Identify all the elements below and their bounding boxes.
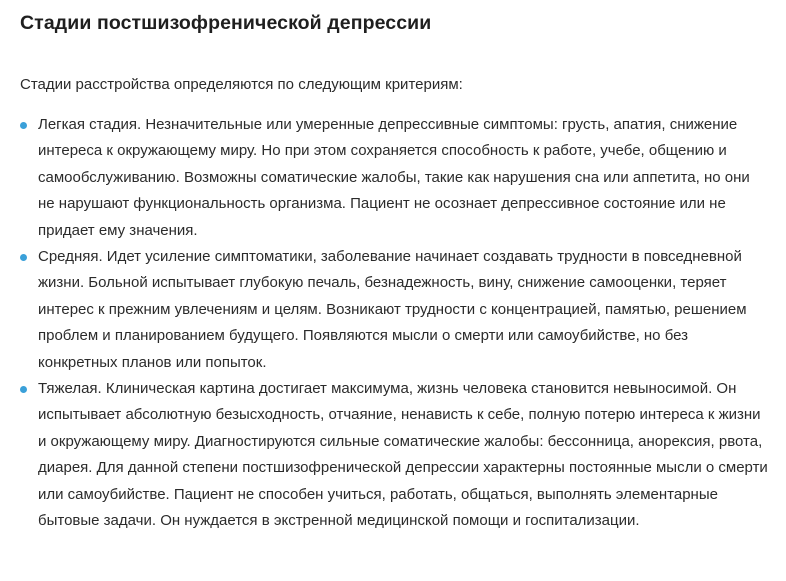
- list-item-moderate-stage: [20, 244, 768, 376]
- bullet-icon: [20, 254, 27, 261]
- bullet-icon: [20, 122, 27, 129]
- list-item-text: Тяжелая. Клиническая картина достигает максимума, жизнь человека становится невыносимой. Он испытывает абсолютную безысходность, отчаяние, ненависть к себе, полную потерю интереса к жизни и окружающему миру. Диагностируются сильные соматические жалобы: бессонница, анорексия, рвота, диарея. Для данной степени постшизофренической депрессии характерны постоянные мысли о смерти или самоубийстве. Пациент не способен учиться, работать, общаться, выполнять элементарные бытовые задачи. Он нуждается в экстренной медицинской помощи и госпитализации.: [38, 380, 768, 530]
- list-item-severe-stage: [20, 376, 768, 534]
- bullet-icon: [20, 386, 27, 393]
- list-item-text: Легкая стадия. Незначительные или умеренные депрессивные симптомы: грусть, апатия, снижение интереса к окружающему миру. Но при этом сохраняется способность к работе, учебе, общению и самообслуживанию. Возможны соматические жалобы, такие как нарушения сна или аппетита, но они не нарушают функциональность организма. Пациент не осознает депрессивное состояние или не придает ему значения.: [38, 116, 750, 239]
- article-title: Стадии постшизофренической депрессии: [20, 12, 432, 34]
- list-item-text: Средняя. Идет усиление симптоматики, заболевание начинает создавать трудности в повседневной жизни. Больной испытывает глубокую печаль, безнадежность, вину, снижение самооценки, теряет интерес к прежним увлечениям и целям. Возникают трудности с концентрацией, памятью, решением проблем и планированием будущего. Появляются мысли о смерти или самоубийстве, но без конкретных планов или попыток.: [38, 248, 747, 371]
- list-item-mild-stage: [20, 112, 768, 244]
- intro-paragraph: Стадии расстройства определяются по следующим критериям:: [20, 76, 463, 93]
- stages-list: [20, 112, 768, 535]
